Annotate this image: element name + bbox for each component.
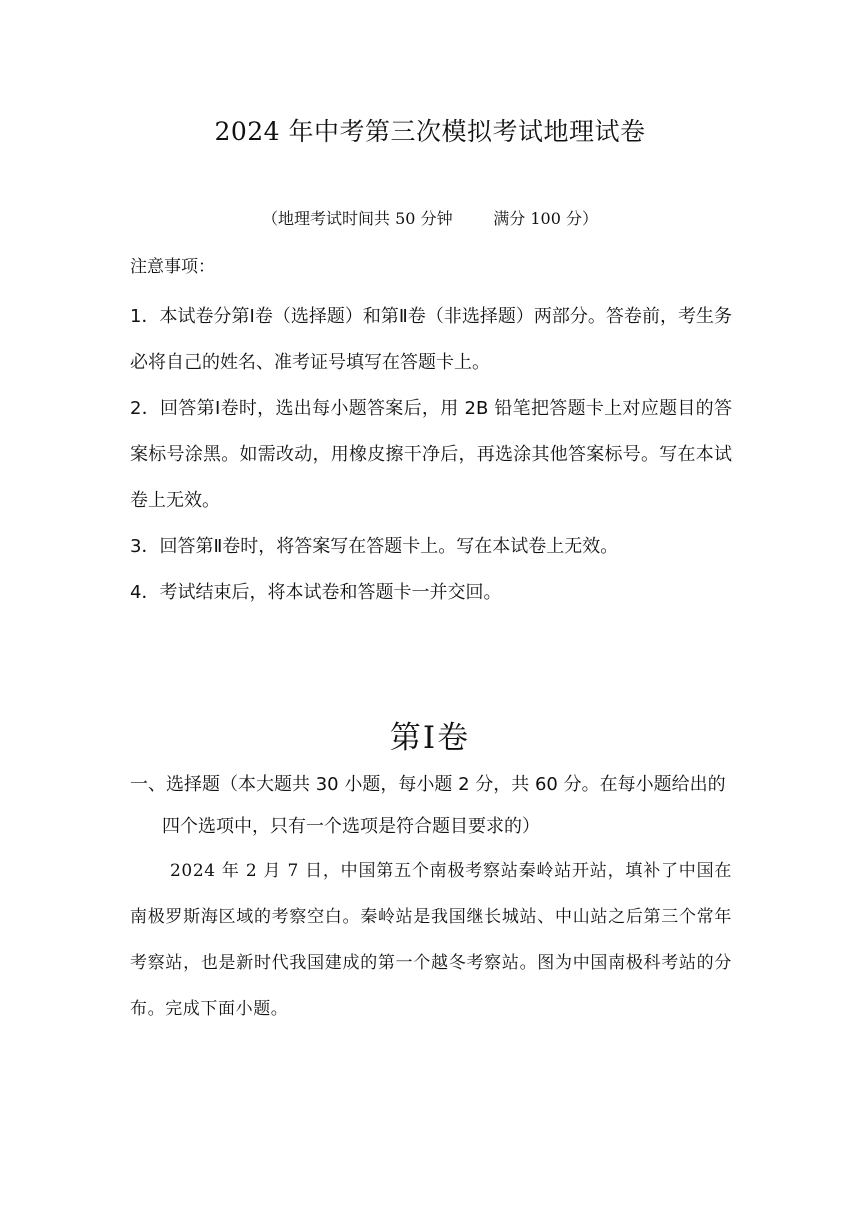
section-title: 第Ⅰ卷	[389, 720, 471, 756]
exam-time-and-score: （地理考试时间共 50 分钟 满分 100 分）	[262, 209, 598, 228]
question-section-heading: 一、选择题（本大题共 30 小题，每小题 2 分，共 60 分。在每小题给出的四个选项中，只有一个选项是符合题目要求的）	[130, 774, 726, 837]
notes-list	[130, 294, 732, 616]
note-item: 2．回答第Ⅰ卷时，选出每小题答案后，用 2B 铅笔把答题卡上对应题目的答案标号涂黑。如需改动，用橡皮擦干净后，再选涂其他答案标号。写在本试卷上无效。	[130, 398, 732, 511]
reading-passage: 2024 年 2 月 7 日，中国第五个南极考察站秦岭站开站，填补了中国在南极罗斯海区域的考察空白。秦岭站是我国继长城站、中山站之后第三个常年考察站，也是新时代我国建成的第一个越冬考察站。图为中国南极科考站的分布。完成下面小题。	[130, 861, 732, 1019]
note-item: 4．考试结束后，将本试卷和答题卡一并交回。	[130, 582, 502, 603]
notes-heading: 注意事项：	[130, 257, 215, 277]
exam-title: 2024 年中考第三次模拟考试地理试卷	[214, 117, 646, 146]
note-item: 3．回答第Ⅱ卷时，将答案写在答题卡上。写在本试卷上无效。	[130, 536, 619, 557]
note-item: 1．本试卷分第Ⅰ卷（选择题）和第Ⅱ卷（非选择题）两部分。答卷前，考生务必将自己的姓名、准考证号填写在答题卡上。	[130, 306, 732, 373]
